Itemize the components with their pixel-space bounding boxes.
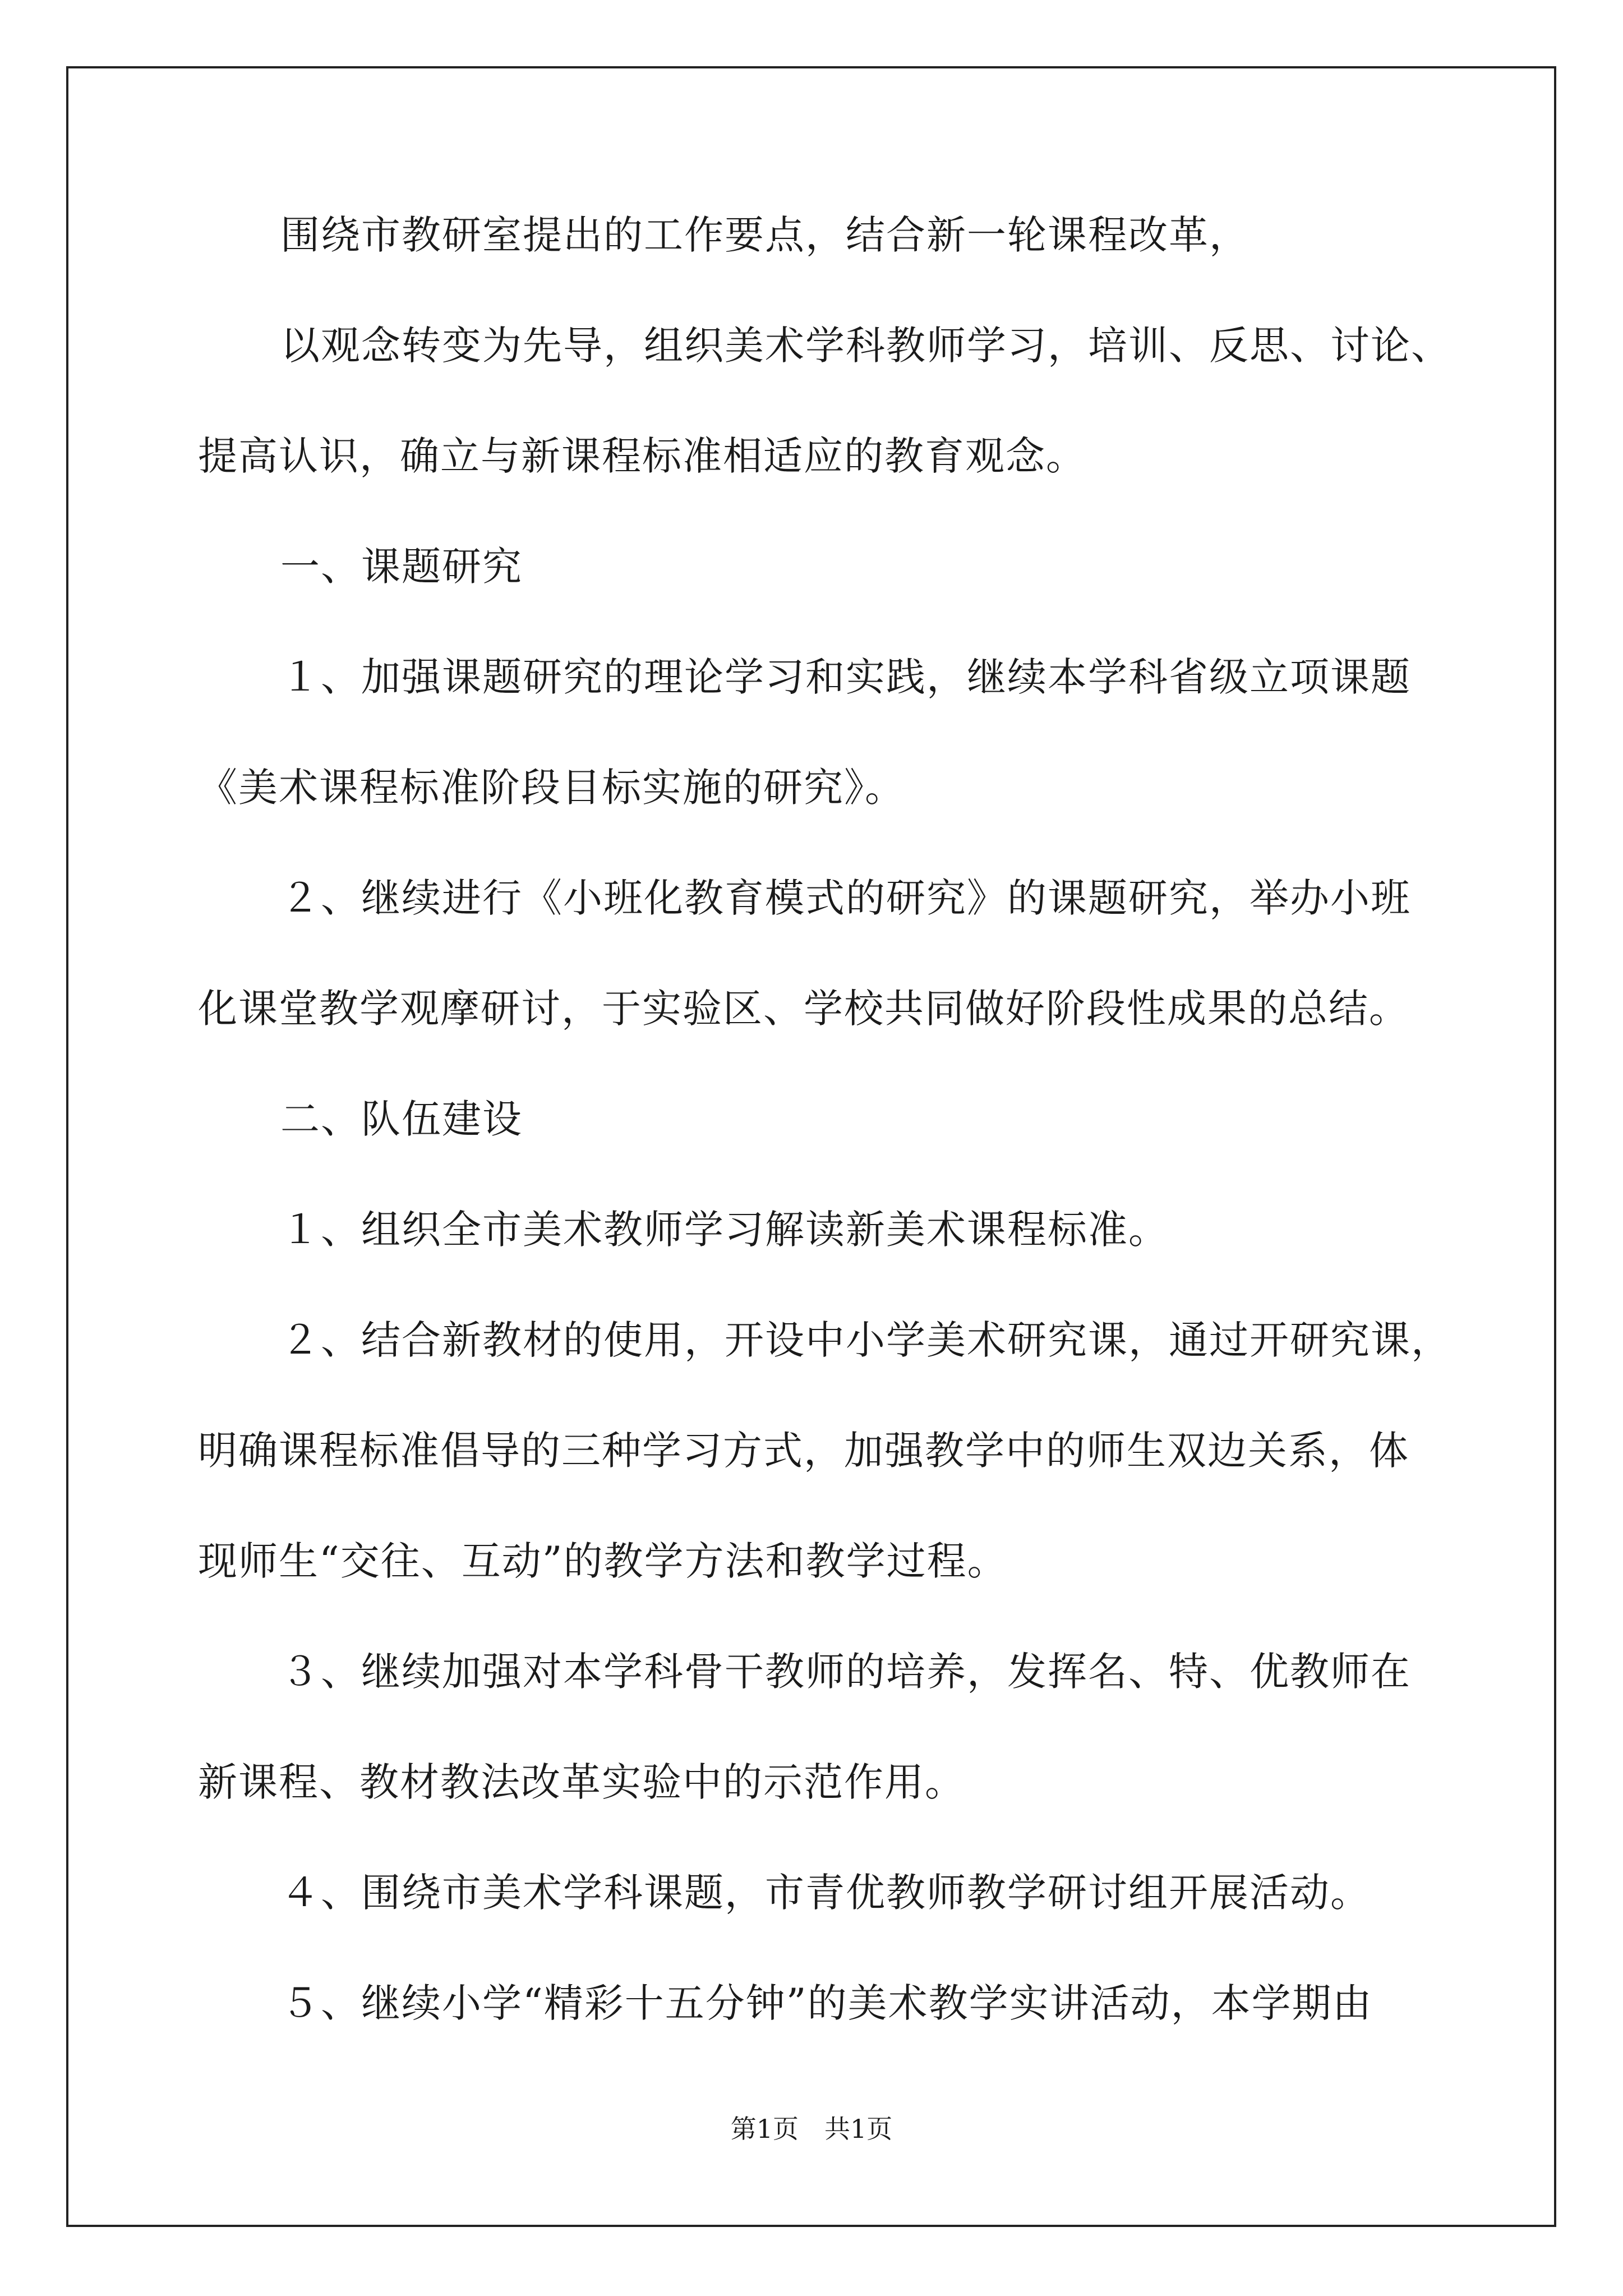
paragraph-line: ３、继续加强对本学科骨干教师的培养，发挥名、特、优教师在	[280, 1649, 1411, 1695]
paragraph-line: 提高认识，确立与新课程标准相适应的教育观念。	[198, 433, 1086, 479]
paragraph-line: ２、继续进行《小班化教育模式的研究》的课题研究，举办小班	[280, 875, 1411, 921]
paragraph-line: 以观念转变为先导，组织美术学科教师学习，培训、反思、讨论、	[280, 323, 1451, 369]
paragraph-line: 明确课程标准倡导的三种学习方式，加强教学中的师生双边关系，体	[198, 1428, 1409, 1474]
paragraph-line: 《美术课程标准阶段目标实施的研究》。	[198, 765, 905, 811]
paragraph-line: ４、围绕市美术学科课题，市青优教师教学研讨组开展活动。	[280, 1870, 1371, 1916]
page-footer	[0, 2112, 1623, 2146]
paragraph-line: ５、继续小学“精彩十五分钟”的美术教学实讲活动，本学期由	[280, 1980, 1373, 2026]
paragraph-line: 新课程、教材教法改革实验中的示范作用。	[198, 1759, 965, 1805]
paragraph-line: 化课堂教学观摩研讨，于实验区、学校共同做好阶段性成果的总结。	[198, 986, 1409, 1032]
paragraph-line: 围绕市教研室提出的工作要点，结合新一轮课程改革，	[280, 212, 1249, 258]
section-heading: 一、课题研究	[280, 544, 523, 590]
paragraph-line: １、组织全市美术教师学习解读新美术课程标准。	[280, 1207, 1169, 1253]
paragraph-line: ２、结合新教材的使用，开设中小学美术研究课，通过开研究课，	[280, 1317, 1451, 1363]
paragraph-line: 现师生“交往、互动”的教学方法和教学过程。	[198, 1538, 1008, 1584]
section-heading: 二、队伍建设	[280, 1096, 523, 1142]
paragraph-line: １、加强课题研究的理论学习和实践，继续本学科省级立项课题	[280, 654, 1411, 700]
page-number-label: 第1页 共1页	[730, 2114, 893, 2144]
